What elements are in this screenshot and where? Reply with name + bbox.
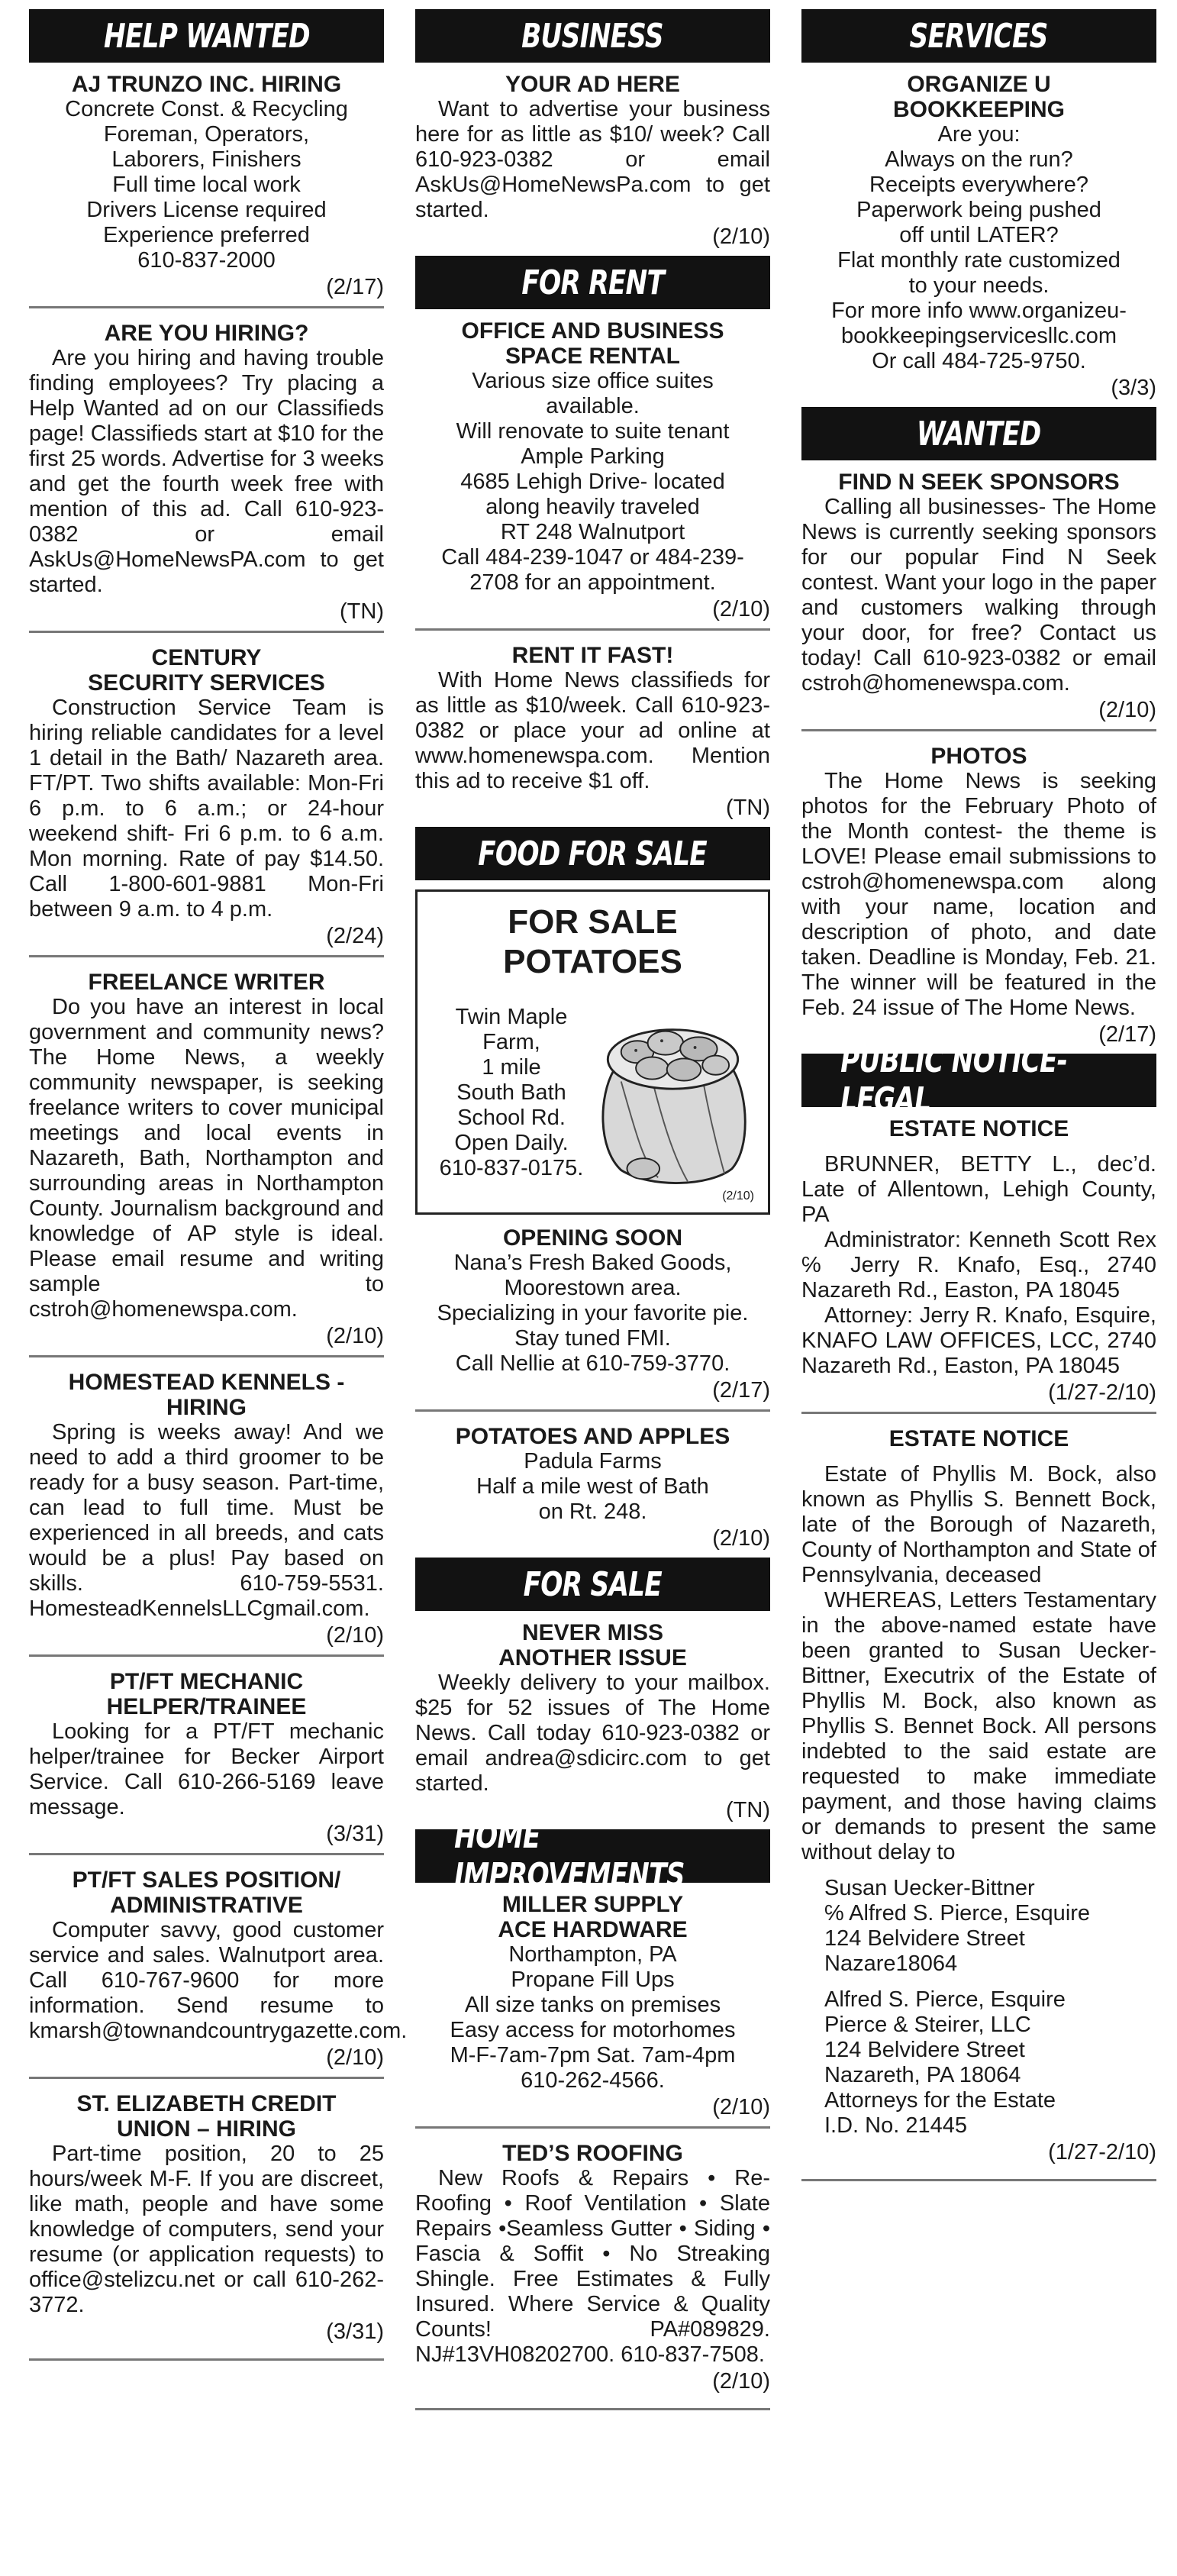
- column-help-wanted: [29, 9, 408, 2374]
- section-header: FOR RENT: [415, 256, 770, 309]
- ad-date: (2/10): [712, 224, 770, 249]
- classified-ad: [29, 1654, 384, 1853]
- ad-text: Construction Service Team is hiring reliable candidates for a level 1 detail in the Bath/ Nazareth area. FT/PT. Two shifts available: Mon-Fri 6 p.m. to 6 a.m.; or 24-hour weekend shift- Fri 6 p.m. to 6 a.m. Mon morning. Rate of pay $14.50. Call 1-800-601-9881 Mon-Fri between 9 a.m. to 4 p.m.: [29, 696, 384, 922]
- ad-text: Twin Maple Farm, 1 mile South Bath School Rd. Open Daily. 610-837-0175.: [439, 1004, 584, 1180]
- ad-title: MILLER SUPPLY ACE HARDWARE: [498, 1892, 688, 1942]
- divider: [415, 2408, 770, 2410]
- ad-title: POTATOES AND APPLES: [455, 1424, 730, 1449]
- notice-title: ESTATE NOTICE: [888, 1426, 1069, 1451]
- ad-text: Spring is weeks away! And we need to add a third groomer to be ready for a busy season. Part-time, can lead to full time. Must be experienced in all breeds, and cats would be a plus! Pay based on skills. 610-759-5531. HomesteadKennelsLLCgmail.com.: [29, 1420, 384, 1621]
- ad-text: Nana’s Fresh Baked Goods, Moorestown area. Specializing in your favorite pie. Stay tuned FMI. Call Nellie at 610-759-3770.: [437, 1251, 749, 1376]
- ad-text: Concrete Const. & Recycling Foreman, Operators, Laborers, Finishers Full time local work Drivers License required Experience preferred 610-837-2000: [65, 97, 348, 273]
- ad-date: (2/17): [326, 275, 384, 299]
- section-header: HELP WANTED: [29, 9, 384, 63]
- ad-title: YOUR AD HERE: [505, 72, 680, 97]
- ad-date: (2/17): [712, 1378, 770, 1403]
- classified-ad: [29, 1355, 384, 1654]
- classified-ad: [29, 955, 384, 1355]
- ad-text: The Home News is seeking photos for the February Photo of the Month contest- the theme is LOVE! Please email submissions to cstroh@homenewspa.com along with your name, location and description of photo, and date taken. Deadline is Monday, Feb. 21. The winner will be featured in the Feb. 24 issue of The Home News.: [801, 769, 1156, 1020]
- classified-ad: [415, 2126, 770, 2400]
- classified-ad: [801, 729, 1156, 1054]
- potato-ad-box: [415, 889, 770, 1215]
- classified-ad: [415, 628, 770, 827]
- ad-title: RENT IT FAST!: [511, 643, 674, 668]
- ad-date: (2/17): [1098, 1022, 1156, 1047]
- notice-text: Attorney: Jerry R. Knafo, Esquire, KNAFO LAW OFFICES, LCC, 2740 Nazareth Rd., Easton, PA 18045: [801, 1303, 1156, 1378]
- ad-title: AJ TRUNZO INC. HIRING: [71, 72, 342, 97]
- section-header: PUBLIC NOTICE-LEGAL: [801, 1054, 1156, 1107]
- ad-date: (TN): [726, 1798, 770, 1822]
- ad-date: (2/10): [712, 597, 770, 621]
- section-header: WANTED: [801, 407, 1156, 460]
- ad-date: (3/3): [1111, 376, 1156, 400]
- divider: [29, 2358, 384, 2361]
- notice-date: (1/27-2/10): [1048, 1380, 1156, 1405]
- classified-ad: [29, 1853, 408, 2077]
- ad-title: ST. ELIZABETH CREDIT UNION – HIRING: [76, 2091, 337, 2142]
- classified-ad: [415, 318, 770, 628]
- classified-ad: [801, 470, 1156, 729]
- ad-text: Various size office suites available. Will renovate to suite tenant Ample Parking 4685 Lehigh Drive- located along heavily traveled RT 248 Walnutport Call 484-239-1047 or 484-239- 2708 for an appointment.: [441, 369, 744, 595]
- ad-text: Looking for a PT/FT mechanic helper/trainee for Becker Airport Service. Call 610-266-5169 leave message.: [29, 1719, 384, 1819]
- ad-title: CENTURY SECURITY SERVICES: [88, 645, 325, 696]
- ad-title: PHOTOS: [930, 744, 1027, 769]
- column-services: [801, 9, 1156, 2195]
- ad-title: HOMESTEAD KENNELS - HIRING: [68, 1370, 345, 1420]
- classified-ad: [415, 1225, 770, 1409]
- ad-title: TED’S ROOFING: [502, 2141, 683, 2166]
- ad-date: (2/10): [326, 1324, 384, 1348]
- classified-ad: [29, 306, 384, 631]
- notice-text: Administrator: Kenneth Scott Rex ℅ Jerry R. Knafo, Esq., 2740 Nazareth Rd., Easton, PA 18045: [801, 1228, 1156, 1303]
- section-header: SERVICES: [801, 9, 1156, 63]
- ad-date: (2/10): [722, 1190, 754, 1202]
- ad-text: Computer savvy, good customer service and sales. Walnutport area. Call 610-767-9600 for more information. Send resume to kmarsh@townandcountrygazette.com.: [29, 1918, 408, 2043]
- classified-ad: [415, 1620, 770, 1829]
- ad-title: ORGANIZE U BOOKKEEPING: [892, 72, 1066, 122]
- classified-ad: [415, 1892, 770, 2126]
- ad-text: Are you: Always on the run? Receipts everywhere? Paperwork being pushed off until LATER? Flat monthly rate customized to your needs. For more info www.organizeu- bookkeepingservicesllc.com Or call 484-725-9750.: [831, 122, 1127, 373]
- ad-date: (3/31): [326, 2319, 384, 2344]
- ad-title: OFFICE AND BUSINESS SPACE RENTAL: [461, 318, 724, 369]
- divider: [801, 2179, 1156, 2181]
- section-header: BUSINESS: [415, 9, 770, 63]
- ad-text: Part-time position, 20 to 25 hours/week M-F. If you are discreet, like math, people and have some knowledge of computers, send your resume (or application requests) to office@stelizcu.net or call 610-262-3772.: [29, 2142, 384, 2317]
- ad-text: Are you hiring and having trouble finding employees? Try placing a Help Wanted ad on our Classifieds page! Classifieds start at $10 for the first 25 words. Advertise for 3 weeks and get the fourth week free with mention of this ad. Call 610-923-0382 or email AskUs@HomeNewsPA.com to get started.: [29, 346, 384, 597]
- ad-title: PT/FT MECHANIC HELPER/TRAINEE: [106, 1669, 307, 1719]
- notice-address: Susan Uecker-Bittner ℅ Alfred S. Pierce, Esquire 124 Belvidere Street Nazare18064: [824, 1876, 1091, 1976]
- ad-title: FIND N SEEK SPONSORS: [838, 470, 1120, 495]
- ad-text: Calling all businesses- The Home News is currently seeking sponsors for our popular Find N Seek contest. Want your logo in the paper and customers walking through your door, for free? Contact us today! Call 610-923-0382 or email cstroh@homenewspa.com.: [801, 495, 1156, 696]
- legal-notice: [801, 1116, 1156, 1412]
- notice-text: BRUNNER, BETTY L., dec’d. Late of Allentown, Lehigh County, PA: [801, 1152, 1156, 1227]
- ad-date: (2/10): [712, 1526, 770, 1551]
- ad-date: (2/10): [1098, 698, 1156, 722]
- ad-title: OPENING SOON: [502, 1225, 683, 1251]
- ad-date: (3/31): [326, 1822, 384, 1846]
- classified-ad: [29, 72, 384, 306]
- section-header: FOR SALE: [415, 1558, 770, 1611]
- potato-sack-illustration: [592, 997, 754, 1188]
- ad-text: Want to advertise your business here for as little as $10/ week? Call 610-923-0382 or email AskUs@HomeNewsPa.com to get started.: [415, 97, 770, 222]
- ad-title: NEVER MISS ANOTHER ISSUE: [498, 1620, 687, 1671]
- column-business: [415, 9, 770, 2424]
- section-header: HOME IMPROVEMENTS: [415, 1829, 770, 1883]
- notice-text: WHEREAS, Letters Testamentary in the above-named estate have been granted to Susan Uecker-Bittner, Executrix of the Estate of Phyllis M. Bock, also known as Phyllis S. Bennet Bock. All persons indebted to the said estate are requested to make immediate payment, and those having claims or demands to present the same without delay to: [801, 1588, 1156, 1864]
- ad-date: (2/10): [326, 1623, 384, 1648]
- ad-date: (2/10): [326, 2045, 384, 2070]
- ad-date: (TN): [726, 796, 770, 820]
- notice-text: Estate of Phyllis M. Bock, also known as Phyllis S. Bennett Bock, late of the Borough of Nazareth, County of Northampton and State of Pennsylvania, deceased: [801, 1462, 1156, 1587]
- ad-date: (2/10): [712, 2369, 770, 2394]
- legal-notice: [801, 1412, 1156, 2171]
- ad-date: (2/10): [712, 2095, 770, 2119]
- classified-ad: [801, 72, 1156, 407]
- classified-ad: [29, 2077, 384, 2351]
- section-header: FOOD FOR SALE: [415, 827, 770, 880]
- ad-text: Do you have an interest in local government and community news? The Home News, a weekly community newspaper, is seeking freelance writers to cover municipal meetings and local events in Nazareth, Bath, Northampton and surrounding areas in Northampton County. Journalism background and knowledge of AP style is ideal. Please email resume and writing sample to cstroh@homenewspa.com.: [29, 995, 384, 1322]
- classified-ad: [415, 72, 770, 256]
- ad-title: FREELANCE WRITER: [88, 970, 325, 995]
- ad-title: PT/FT SALES POSITION/ ADMINISTRATIVE: [72, 1867, 341, 1918]
- ad-text: With Home News classifieds for as little as $10/week. Call 610-923-0382 or place your ad online at www.homenewspa.com. Mention this ad to receive $1 off.: [415, 668, 770, 793]
- ad-text: Northampton, PA Propane Fill Ups All size tanks on premises Easy access for motorhomes M-F-7am-7pm Sat. 7am-4pm 610-262-4566.: [450, 1942, 736, 2093]
- notice-date: (1/27-2/10): [1048, 2140, 1156, 2164]
- ad-text: Weekly delivery to your mailbox. $25 for 52 issues of The Home News. Call today 610-923-0382 or email andrea@sdicirc.com to get started.: [415, 1671, 770, 1796]
- classified-ad: [29, 631, 384, 955]
- notice-title: ESTATE NOTICE: [888, 1116, 1069, 1141]
- ad-headline: FOR SALE POTATOES: [503, 903, 682, 980]
- ad-date: (TN): [340, 599, 384, 624]
- notice-address: Alfred S. Pierce, Esquire Pierce & Steirer, LLC 124 Belvidere Street Nazareth, PA 18064 Attorneys for the Estate I.D. No. 21445: [824, 1987, 1066, 2138]
- ad-title: ARE YOU HIRING?: [104, 321, 309, 346]
- ad-text: Padula Farms Half a mile west of Bath on Rt. 248.: [476, 1449, 709, 1524]
- classified-ad: [415, 1409, 770, 1558]
- ad-text: New Roofs & Repairs • Re-Roofing • Roof Ventilation • Slate Repairs •Seamless Gutter • Siding • Fascia & Soffit • No Streaking Shingle. Free Estimates & Fully Insured. Where Service & Quality Counts! PA#089829. NJ#13VH08202700. 610-837-7508.: [415, 2166, 770, 2367]
- ad-date: (2/24): [326, 924, 384, 948]
